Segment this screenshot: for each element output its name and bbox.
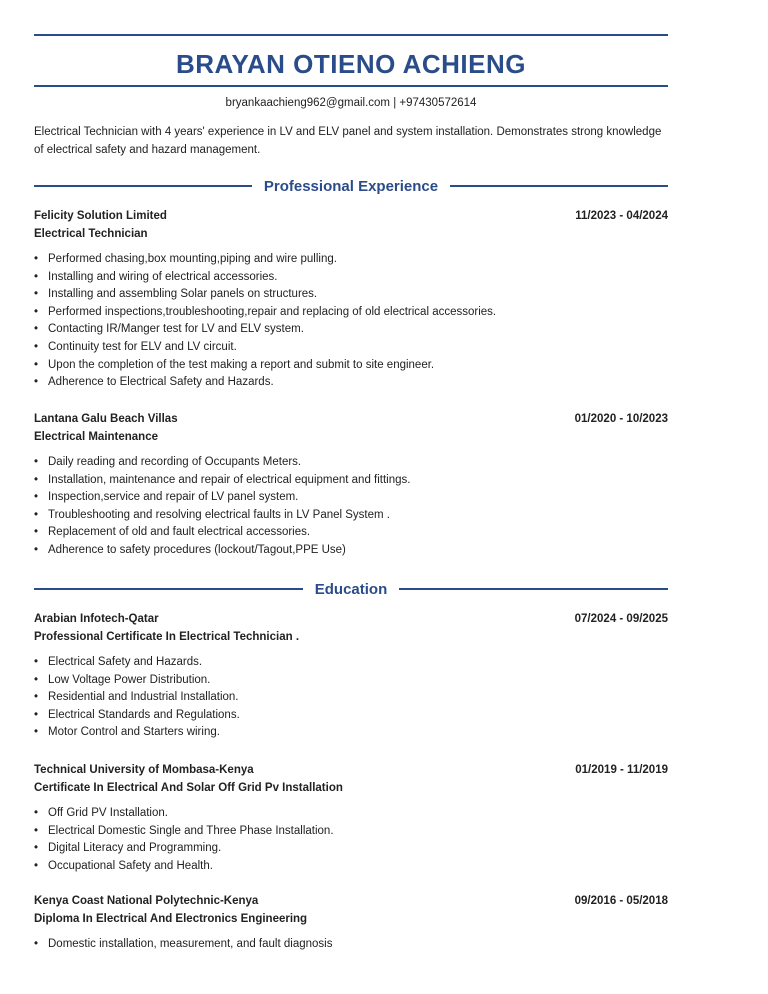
list-item: • Installing and assembling Solar panels on structures. — [34, 286, 668, 304]
entry-dates: 01/2020 - 10/2023 — [574, 413, 668, 425]
list-item: • Contacting IR/Manger test for LV and ELV system. — [34, 321, 668, 339]
list-item: • Motor Control and Starters wiring. — [34, 724, 668, 742]
experience-entry — [34, 410, 668, 560]
list-item: • Occupational Safety and Health. — [34, 858, 668, 876]
list-item: • Installation, maintenance and repair of electrical equipment and fittings. — [34, 472, 668, 490]
divider-line — [34, 588, 303, 590]
entry-role: Electrical Maintenance — [34, 431, 158, 443]
contact-line: bryankaachieng962@gmail.com | +97430572614 — [225, 97, 477, 109]
entry-organization: Technical University of Mombasa-Kenya — [34, 764, 254, 776]
experience-section-header — [34, 176, 668, 196]
top-rule — [34, 34, 668, 36]
list-item: • Electrical Safety and Hazards. — [34, 654, 668, 672]
summary-text: Electrical Technician with 4 years' experience in LV and ELV panel and system installation. Demonstrates strong knowledge of electrical safety and hazard management. — [34, 126, 662, 156]
entry-bullet-list — [34, 454, 668, 560]
entry-bullet-list — [34, 251, 668, 392]
entry-role: Diploma In Electrical And Electronics Engineering — [34, 913, 308, 925]
list-item: • Off Grid PV Installation. — [34, 805, 668, 823]
list-item: • Digital Literacy and Programming. — [34, 840, 668, 858]
divider-line — [34, 185, 252, 187]
entry-role: Electrical Technician — [34, 228, 148, 240]
entry-role: Professional Certificate In Electrical Technician . — [34, 631, 300, 643]
list-item: • Troubleshooting and resolving electrical faults in LV Panel System . — [34, 507, 668, 525]
entry-dates: 01/2019 - 11/2019 — [575, 764, 668, 776]
education-entry — [34, 892, 668, 954]
entry-organization: Arabian Infotech-Qatar — [34, 613, 159, 625]
list-item: • Adherence to Electrical Safety and Hazards. — [34, 374, 668, 392]
list-item: • Adherence to safety procedures (lockout/Tagout,PPE Use) — [34, 542, 668, 560]
entry-bullet-list — [34, 936, 668, 954]
entry-dates: 11/2023 - 04/2024 — [575, 210, 668, 222]
entry-bullet-list — [34, 805, 668, 875]
entry-dates: 07/2024 - 09/2025 — [574, 613, 668, 625]
experience-section-title: Professional Experience — [263, 177, 439, 195]
name-underline-rule — [34, 85, 668, 87]
entry-role: Certificate In Electrical And Solar Off Grid Pv Installation — [34, 782, 343, 794]
list-item: • Inspection,service and repair of LV panel system. — [34, 489, 668, 507]
list-item: • Daily reading and recording of Occupants Meters. — [34, 454, 668, 472]
list-item: • Domestic installation, measurement, and fault diagnosis — [34, 936, 668, 954]
list-item: • Installing and wiring of electrical accessories. — [34, 269, 668, 287]
education-entry — [34, 610, 668, 742]
entry-organization: Kenya Coast National Polytechnic-Kenya — [34, 895, 259, 907]
list-item: • Upon the completion of the test making a report and submit to site engineer. — [34, 357, 668, 375]
candidate-name: BRAYAN OTIENO ACHIENG — [176, 49, 526, 79]
list-item: • Residential and Industrial Installation. — [34, 689, 668, 707]
education-section-title: Education — [314, 580, 388, 598]
list-item: • Electrical Domestic Single and Three Phase Installation. — [34, 823, 668, 841]
entry-organization: Lantana Galu Beach Villas — [34, 413, 178, 425]
education-entry — [34, 761, 668, 875]
education-section-header — [34, 579, 668, 599]
list-item: • Electrical Standards and Regulations. — [34, 707, 668, 725]
list-item: • Low Voltage Power Distribution. — [34, 672, 668, 690]
list-item: • Performed chasing,box mounting,piping and wire pulling. — [34, 251, 668, 269]
list-item: • Continuity test for ELV and LV circuit. — [34, 339, 668, 357]
entry-bullet-list — [34, 654, 668, 742]
list-item: • Performed inspections,troubleshooting,repair and replacing of old electrical accessories. — [34, 304, 668, 322]
divider-line — [450, 185, 668, 187]
experience-entry — [34, 207, 668, 392]
entry-dates: 09/2016 - 05/2018 — [574, 895, 668, 907]
entry-organization: Felicity Solution Limited — [34, 210, 167, 222]
divider-line — [399, 588, 668, 590]
list-item: • Replacement of old and fault electrical accessories. — [34, 524, 668, 542]
